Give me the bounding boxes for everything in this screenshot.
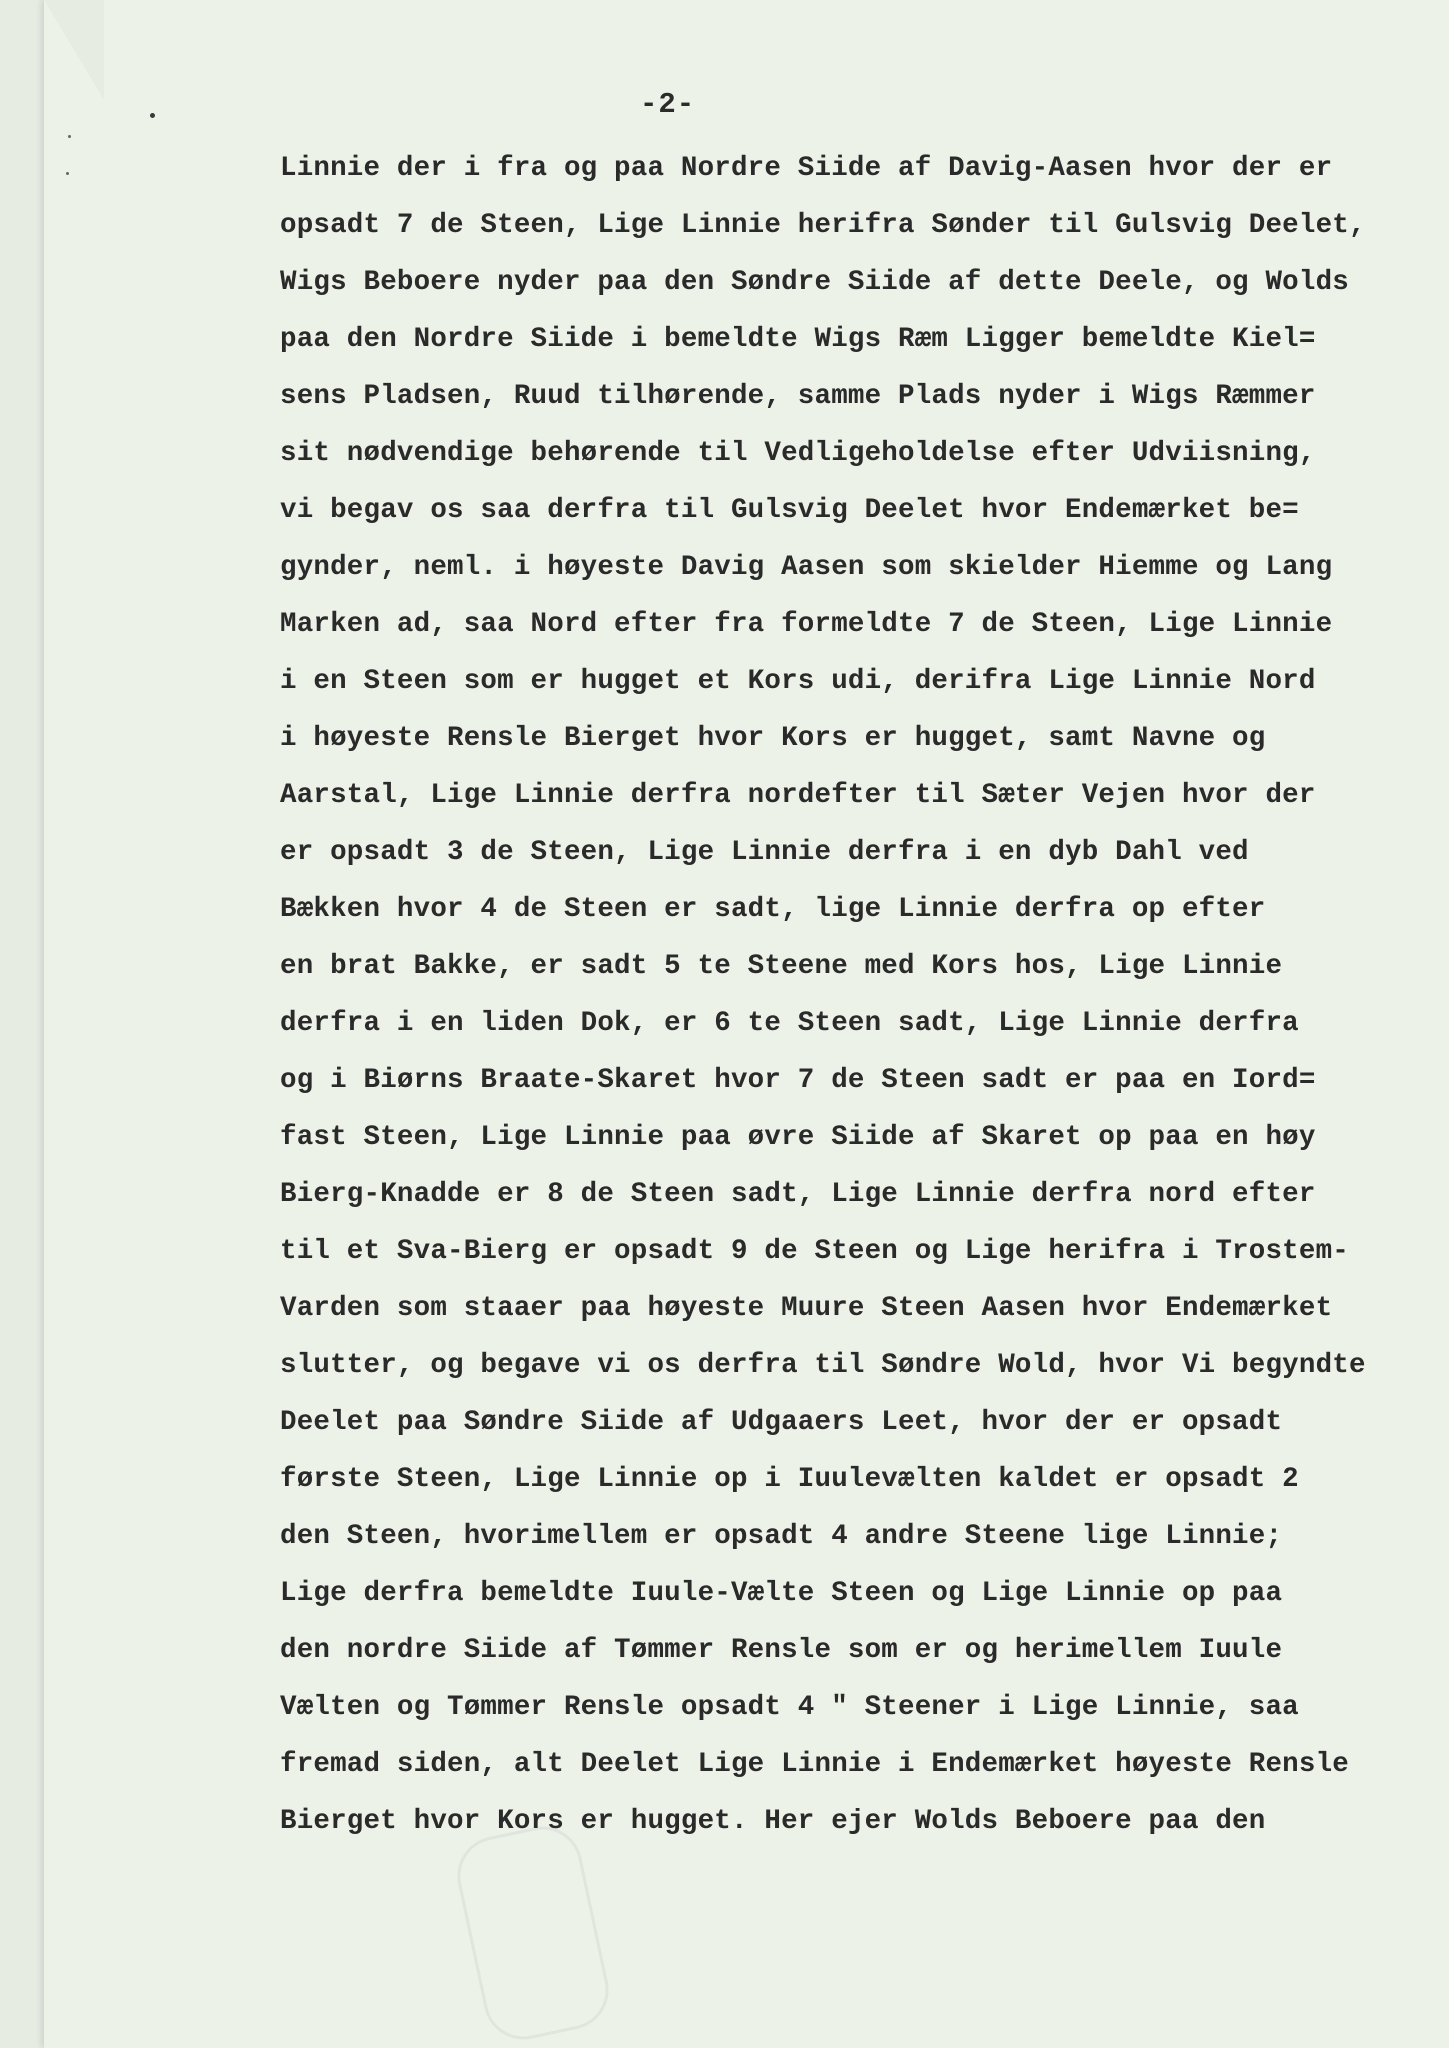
text-line: Wigs Beboere nyder paa den Søndre Siide af dette Deele, og Wolds (280, 267, 1349, 298)
text-line: derfra i en liden Dok, er 6 te Steen sadt, Lige Linnie derfra (280, 1008, 1299, 1039)
text-line: vi begav os saa derfra til Gulsvig Deelet hvor Endemærket be= (280, 495, 1299, 526)
text-line: er opsadt 3 de Steen, Lige Linnie derfra i en dyb Dahl ved (280, 837, 1249, 868)
text-line: og i Biørns Braate-Skaret hvor 7 de Steen sadt er paa en Iord= (280, 1065, 1316, 1096)
text-line: Bierg-Knadde er 8 de Steen sadt, Lige Linnie derfra nord efter (280, 1179, 1316, 1210)
text-line: første Steen, Lige Linnie op i Iuulevælten kaldet er opsadt 2 (280, 1464, 1299, 1495)
text-line: i en Steen som er hugget et Kors udi, derifra Lige Linnie Nord (280, 666, 1316, 697)
text-line: gynder, neml. i høyeste Davig Aasen som skielder Hiemme og Lang (280, 552, 1333, 583)
ink-dot (150, 113, 155, 118)
page-corner-fold (44, 0, 104, 100)
text-line: Linnie der i fra og paa Nordre Siide af Davig-Aasen hvor der er (280, 153, 1333, 184)
text-line: sit nødvendige behørende til Vedligeholdelse efter Udviisning, (280, 438, 1316, 469)
text-line: Lige derfra bemeldte Iuule-Vælte Steen og Lige Linnie op paa (280, 1578, 1283, 1609)
text-line: fremad siden, alt Deelet Lige Linnie i Endemærket høyeste Rensle (280, 1749, 1349, 1780)
text-line: slutter, og begave vi os derfra til Søndre Wold, hvor Vi begyndte (280, 1350, 1366, 1381)
text-line: den Steen, hvorimellem er opsadt 4 andre Steene lige Linnie; (280, 1521, 1283, 1552)
text-line: den nordre Siide af Tømmer Rensle som er og herimellem Iuule (280, 1635, 1283, 1666)
text-line: Bækken hvor 4 de Steen er sadt, lige Linnie derfra op efter (280, 894, 1266, 925)
text-line: i høyeste Rensle Bierget hvor Kors er hugget, samt Navne og (280, 723, 1266, 754)
text-line: Vælten og Tømmer Rensle opsadt 4 " Steener i Lige Linnie, saa (280, 1692, 1299, 1723)
text-line: Marken ad, saa Nord efter fra formeldte 7 de Steen, Lige Linnie (280, 609, 1333, 640)
text-line: opsadt 7 de Steen, Lige Linnie herifra Sønder til Gulsvig Deelet, (280, 210, 1366, 241)
text-line: paa den Nordre Siide i bemeldte Wigs Ræm Ligger bemeldte Kiel= (280, 324, 1316, 355)
typed-text-body (280, 140, 1410, 1850)
text-line: Varden som staaer paa høyeste Muure Steen Aasen hvor Endemærket (280, 1293, 1333, 1324)
text-line: fast Steen, Lige Linnie paa øvre Siide af Skaret op paa en høy (280, 1122, 1316, 1153)
text-line: en brat Bakke, er sadt 5 te Steene med Kors hos, Lige Linnie (280, 951, 1283, 982)
text-line: Deelet paa Søndre Siide af Udgaaers Leet, hvor der er opsadt (280, 1407, 1283, 1438)
ink-dot (68, 135, 71, 138)
page-number: -2- (640, 88, 696, 121)
text-line: til et Sva-Bierg er opsadt 9 de Steen og Lige herifra i Trostem- (280, 1236, 1349, 1267)
text-line: sens Pladsen, Ruud tilhørende, samme Plads nyder i Wigs Ræmmer (280, 381, 1316, 412)
text-line: Aarstal, Lige Linnie derfra nordefter til Sæter Vejen hvor der (280, 780, 1316, 811)
text-line: Bierget hvor Kors er hugget. Her ejer Wolds Beboere paa den (280, 1806, 1266, 1837)
ink-dot (66, 172, 69, 175)
